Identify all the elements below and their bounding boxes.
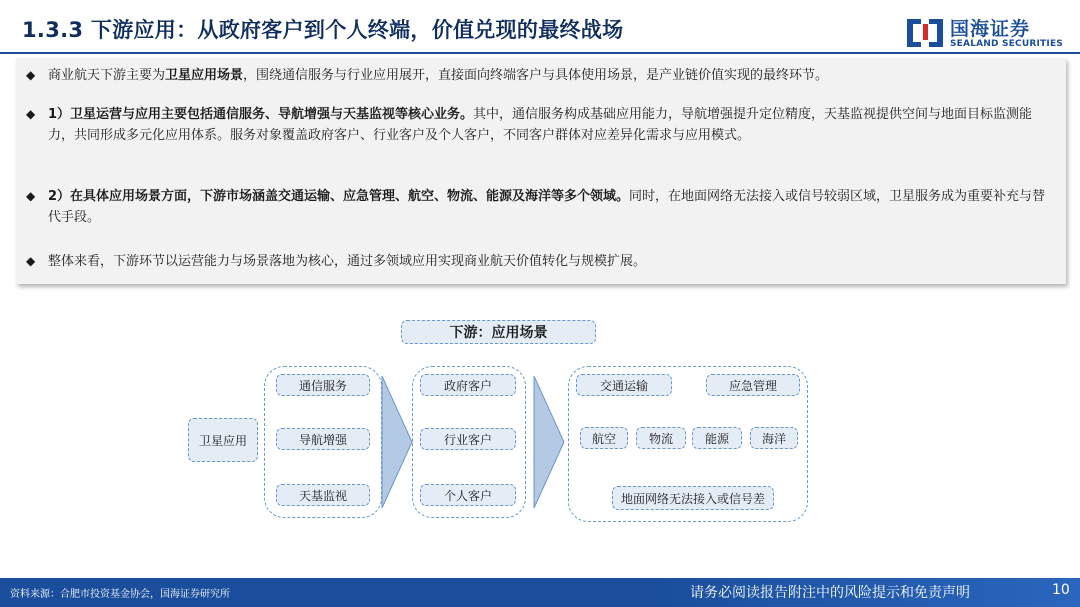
bullet-2-text-b: 其中，通信服务构成基础应用能力，导航增强提升定位精度，天基监视提供空间与地面目标监测能力，共同形成多元化应用体系。服务对象覆盖政府客户、行业客户及个人客户，不同客户群体对应差异化需求与应用模式。 [48, 107, 1033, 143]
footer-source: 资料来源：合肥市投资基金协会，国海证券研究所 [10, 589, 230, 600]
arrow-right-icon [532, 374, 568, 510]
scenario-box: 地面网络无法接入或信号差 [612, 486, 774, 510]
page-title: 1.3.3 下游应用：从政府客户到个人终端，价值兑现的最终战场 [22, 18, 624, 42]
sealand-logo-icon [906, 16, 944, 50]
customer-box: 政府客户 [420, 374, 516, 396]
bullet-2 [26, 104, 1056, 146]
scenario-box: 能源 [692, 427, 742, 449]
bullet-1-text-b: 卫星应用场景 [165, 68, 244, 83]
diagram-title: 下游：应用场景 [401, 320, 596, 344]
footer-bar [0, 578, 1080, 607]
summary-textbox [16, 58, 1066, 284]
scenario-box: 海洋 [750, 427, 798, 449]
service-box: 导航增强 [276, 428, 370, 450]
page-number: 10 [1052, 582, 1070, 598]
bullet-1-text-a: 商业航天下游主要为 [48, 68, 166, 83]
diamond-bullet-icon: ◆ [26, 68, 36, 82]
diamond-bullet-icon: ◆ [26, 189, 36, 203]
customer-box: 行业客户 [420, 428, 516, 450]
bullet-4-text: 整体来看，下游环节以运营能力与场景落地为核心，通过多领域应用实现商业航天价值转化与规模扩展。 [48, 254, 647, 269]
scenario-box: 物流 [636, 427, 686, 449]
arrow-right-icon [380, 374, 416, 510]
logo-english-name: SEALAND SECURITIES [950, 39, 1063, 49]
company-logo [906, 14, 1074, 54]
diagram-root-box: 卫星应用 [188, 418, 258, 462]
diamond-bullet-icon: ◆ [26, 107, 36, 121]
scenario-box: 应急管理 [706, 374, 800, 396]
bullet-3-text-a: 2）在具体应用场景方面，下游市场涵盖交通运输、应急管理、航空、物流、能源及海洋等多个领域。 [48, 189, 630, 204]
bullet-1 [26, 65, 1056, 86]
bullet-1-text-c: ，围绕通信服务与行业应用展开，直接面向终端客户与具体使用场景，是产业链价值实现的最终环节。 [243, 68, 829, 83]
scenario-box: 交通运输 [576, 374, 672, 396]
bullet-2-text-a: 1）卫星运营与应用主要包括通信服务、导航增强与天基监视等核心业务。 [48, 107, 474, 122]
service-box: 通信服务 [276, 374, 370, 396]
scenario-box: 航空 [580, 427, 628, 449]
customer-box: 个人客户 [420, 484, 516, 506]
diamond-bullet-icon: ◆ [26, 254, 36, 268]
service-box: 天基监视 [276, 484, 370, 506]
bullet-3-text-b: 同时，在地面网络无法接入或信号较弱区域，卫星服务成为重要补充与替代手段。 [48, 189, 1046, 225]
bullet-4 [26, 251, 1056, 272]
bullet-3 [26, 186, 1056, 228]
footer-disclaimer: 请务必阅读报告附注中的风险提示和免责声明 [690, 585, 970, 601]
logo-chinese-name: 国海证券 [950, 18, 1031, 40]
